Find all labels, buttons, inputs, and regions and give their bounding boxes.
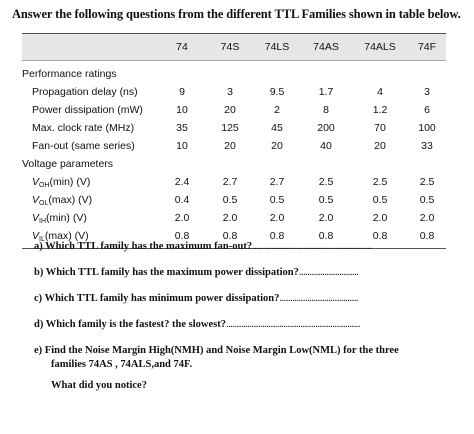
performance-row-3 [22, 138, 446, 156]
section-header-performance [22, 66, 446, 84]
voltage-row-2 [22, 210, 446, 228]
table-cell: 10 [176, 104, 188, 116]
table-cell: 40 [320, 140, 332, 152]
performance-row-2 [22, 120, 446, 138]
table-cell: 2.0 [419, 212, 435, 224]
column-header-74s: 74S [220, 41, 240, 53]
table-cell: 0.8 [222, 230, 238, 242]
table-cell: 0.8 [372, 230, 388, 242]
table-cell: 20 [224, 140, 236, 152]
section-label: Performance ratings [22, 68, 117, 80]
column-header-74ls: 74LS [264, 41, 290, 53]
table-cell: 2.5 [318, 176, 334, 188]
row-label: $V_{IH}(\min)$ (V) [32, 212, 87, 225]
table-cell: 10 [176, 140, 188, 152]
table-cell: 0.5 [372, 194, 388, 206]
voltage-row-0 [22, 174, 446, 192]
question-c: c) Which TTL family has minimum power dissipation?..................................... [34, 293, 358, 304]
table-cell: 0.8 [174, 230, 190, 242]
table-cell: 2.0 [372, 212, 388, 224]
table-cell: 2.5 [372, 176, 388, 188]
table-cell: 0.5 [419, 194, 435, 206]
table-cell: 2.0 [222, 212, 238, 224]
table-cell: 2.7 [269, 176, 285, 188]
table-cell: 20 [374, 140, 386, 152]
table-cell: 33 [421, 140, 433, 152]
table-cell: 70 [374, 122, 386, 134]
section-header-voltage [22, 156, 446, 174]
table-header-row [22, 33, 446, 61]
table-cell: 2.4 [174, 176, 190, 188]
table-cell: 2.7 [222, 176, 238, 188]
table-cell: 2.0 [174, 212, 190, 224]
row-label: $V_{OH}(\min)$ (V) [32, 176, 91, 189]
question-e-line2: families 74AS , 74ALS,and 74F. [51, 359, 193, 370]
table-cell: 0.5 [318, 194, 334, 206]
table-cell: 45 [271, 122, 283, 134]
column-header-74als: 74ALS [364, 41, 396, 53]
table-cell: 2.0 [269, 212, 285, 224]
column-header-74: 74 [176, 41, 188, 53]
table-cell: 1.2 [372, 104, 388, 116]
table-cell: 9 [179, 86, 185, 98]
row-label: $V_{OL}(\max)$ (V) [32, 194, 93, 207]
table-cell: 125 [221, 122, 239, 134]
row-label: Max. clock rate (MHz) [32, 122, 135, 134]
row-label: Power dissipation (mW) [32, 104, 143, 116]
table-cell: 6 [424, 104, 430, 116]
row-label: Fan-out (same series) [32, 140, 135, 152]
table-cell: 100 [418, 122, 436, 134]
page-heading: Answer the following questions from the different TTL Families shown in table below. [12, 7, 461, 21]
table-cell: 3 [227, 86, 233, 98]
table-cell: 200 [317, 122, 335, 134]
row-label: $V_{IL}(\max)$ (V) [32, 230, 89, 243]
table-cell: 2 [274, 104, 280, 116]
table-cell: 0.8 [419, 230, 435, 242]
table-cell: 0.8 [269, 230, 285, 242]
table-cell: 3 [424, 86, 430, 98]
question-e-line3: What did you notice? [51, 380, 147, 391]
column-header-74f: 74F [417, 41, 437, 53]
table-cell: 1.7 [318, 86, 334, 98]
question-e-line1: e) Find the Noise Margin High(NMH) and Noise Margin Low(NML) for the three [34, 345, 399, 356]
table-cell: 35 [176, 122, 188, 134]
ttl-families-table [22, 33, 446, 249]
table-cell: 4 [377, 86, 383, 98]
table-cell: 0.4 [174, 194, 190, 206]
table-cell: 9.5 [269, 86, 285, 98]
table-cell: 0.8 [318, 230, 334, 242]
question-b: b) Which TTL family has the maximum power dissipation?............................ [34, 267, 359, 278]
table-cell: 8 [323, 104, 329, 116]
table-cell: 2.0 [318, 212, 334, 224]
table-cell: 2.5 [419, 176, 435, 188]
table-cell: 20 [224, 104, 236, 116]
table-cell: 20 [271, 140, 283, 152]
performance-row-0 [22, 84, 446, 102]
table-cell: 0.5 [222, 194, 238, 206]
row-label: Propagation delay (ns) [32, 86, 138, 98]
table-cell: 0.5 [269, 194, 285, 206]
column-header-74as: 74AS [313, 41, 339, 53]
voltage-row-1 [22, 192, 446, 210]
question-d: d) Which family is the fastest? the slowest?............................................................... [34, 319, 360, 330]
section-label: Voltage parameters [22, 158, 114, 170]
performance-row-1 [22, 102, 446, 120]
question-a: a) Which TTL family has the maximum fan-out?........................................................ [34, 241, 372, 252]
